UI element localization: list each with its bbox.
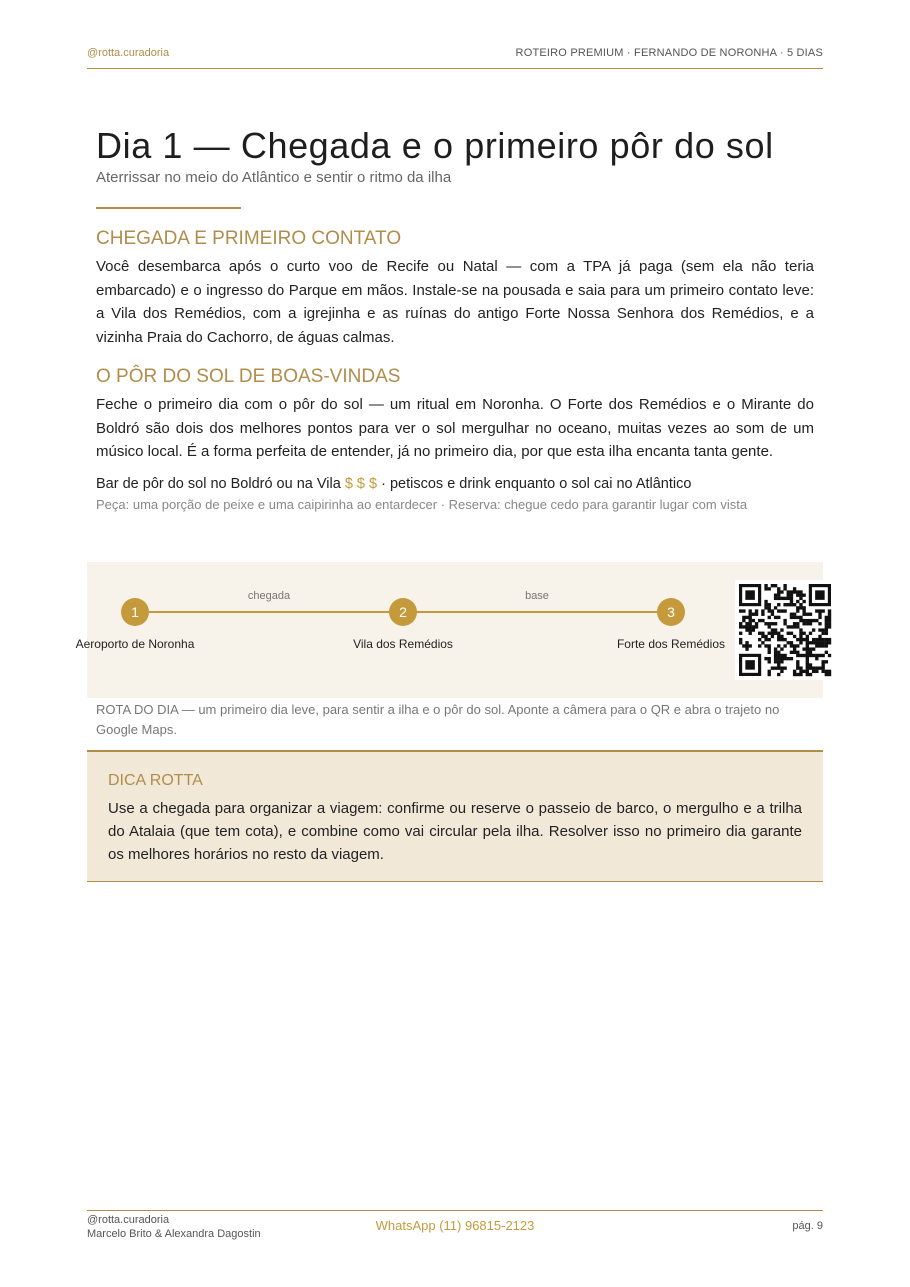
route-segment-line xyxy=(403,611,671,613)
segment-label: base xyxy=(525,590,549,602)
stop-label: Forte dos Remédios xyxy=(616,637,726,651)
route-caption: ROTA DO DIA — um primeiro dia leve, para sentir a ilha e o pôr do sol. Aponte a câmera para o QR e abra o trajeto no Google Maps. xyxy=(96,702,780,737)
page-header xyxy=(87,46,823,69)
recommendation xyxy=(96,474,814,494)
qr-code[interactable] xyxy=(735,580,835,680)
tip-box xyxy=(87,750,823,882)
route-segment-line xyxy=(135,611,403,613)
section-heading-arrival: CHEGADA E PRIMEIRO CONTATO xyxy=(96,228,402,249)
section-body-sunset: Feche o primeiro dia com o pôr do sol — um ritual em Noronha. O Forte dos Remédios e o Mirante do Boldró são dois dos melhores pontos para ver o sol mergulhar no oceano, muitas vezes ao som de um músico local. É a forma perfeita de entender, já no primeiro dia, por que esta ilha encanta tanta gente. xyxy=(96,396,814,460)
recommendation-details: Peça: uma porção de peixe e uma caipirinha ao entardecer · Reserva: chegue cedo para garantir lugar com vista xyxy=(96,496,748,512)
header-brand: @rotta.curadoria xyxy=(87,47,170,59)
segment-label: chegada xyxy=(247,590,291,602)
tip-text: Use a chegada para organizar a viagem: confirme ou reserve o passeio de barco, o mergulho e a trilha do Atalaia (que tem cota), e combine como vai circular pela ilha. Resolver isso no primeiro dia garante os melhores horários no resto da viagem. xyxy=(108,800,802,863)
header-doc-title: ROTEIRO PREMIUM · FERNANDO DE NORONHA · 5 DIAS xyxy=(515,47,823,59)
stop-label: Aeroporto de Noronha xyxy=(75,637,195,651)
title-divider xyxy=(96,207,241,209)
tip-title: DICA ROTTA xyxy=(108,772,203,789)
stop-marker: 1 xyxy=(121,598,149,626)
page-number: pág. 9 xyxy=(792,1220,823,1232)
footer-authors: Marcelo Brito & Alexandra Dagostin xyxy=(87,1228,261,1240)
stop-label: Vila dos Remédios xyxy=(353,637,453,651)
section-heading-sunset: O PÔR DO SOL DE BOAS-VINDAS xyxy=(96,366,401,387)
stop-marker: 2 xyxy=(389,598,417,626)
recommendation-description: · petiscos e drink enquanto o sol cai no Atlântico xyxy=(381,475,692,492)
recommendation-place: Bar de pôr do sol no Boldró ou na Vila xyxy=(96,475,341,492)
route-map xyxy=(75,562,823,698)
main-content xyxy=(96,126,814,513)
section-body-arrival: Você desembarca após o curto voo de Recife ou Natal — com a TPA já paga (sem ela não teria embarcado) e o ingresso do Parque em mãos. Instale-se na pousada e saia para um primeiro contato leve: a Vila dos Remédios, com a igrejinha e as ruínas do antigo Forte Nossa Senhora dos Remédios, e a vizinha Praia do Cachorro, de águas calmas. xyxy=(96,258,814,346)
footer-handle: @rotta.curadoria xyxy=(87,1214,170,1226)
whatsapp-link[interactable]: WhatsApp (11) 96815-2123 xyxy=(375,1218,535,1233)
qr-code-image xyxy=(735,580,835,680)
page-footer xyxy=(87,1210,823,1251)
day-subtitle: Aterrissar no meio do Atlântico e sentir o ritmo da ilha xyxy=(96,169,452,186)
day-title: Dia 1 — Chegada e o primeiro pôr do sol xyxy=(96,125,774,166)
price-level: $ $ $ xyxy=(344,475,378,492)
stop-marker: 3 xyxy=(657,598,685,626)
